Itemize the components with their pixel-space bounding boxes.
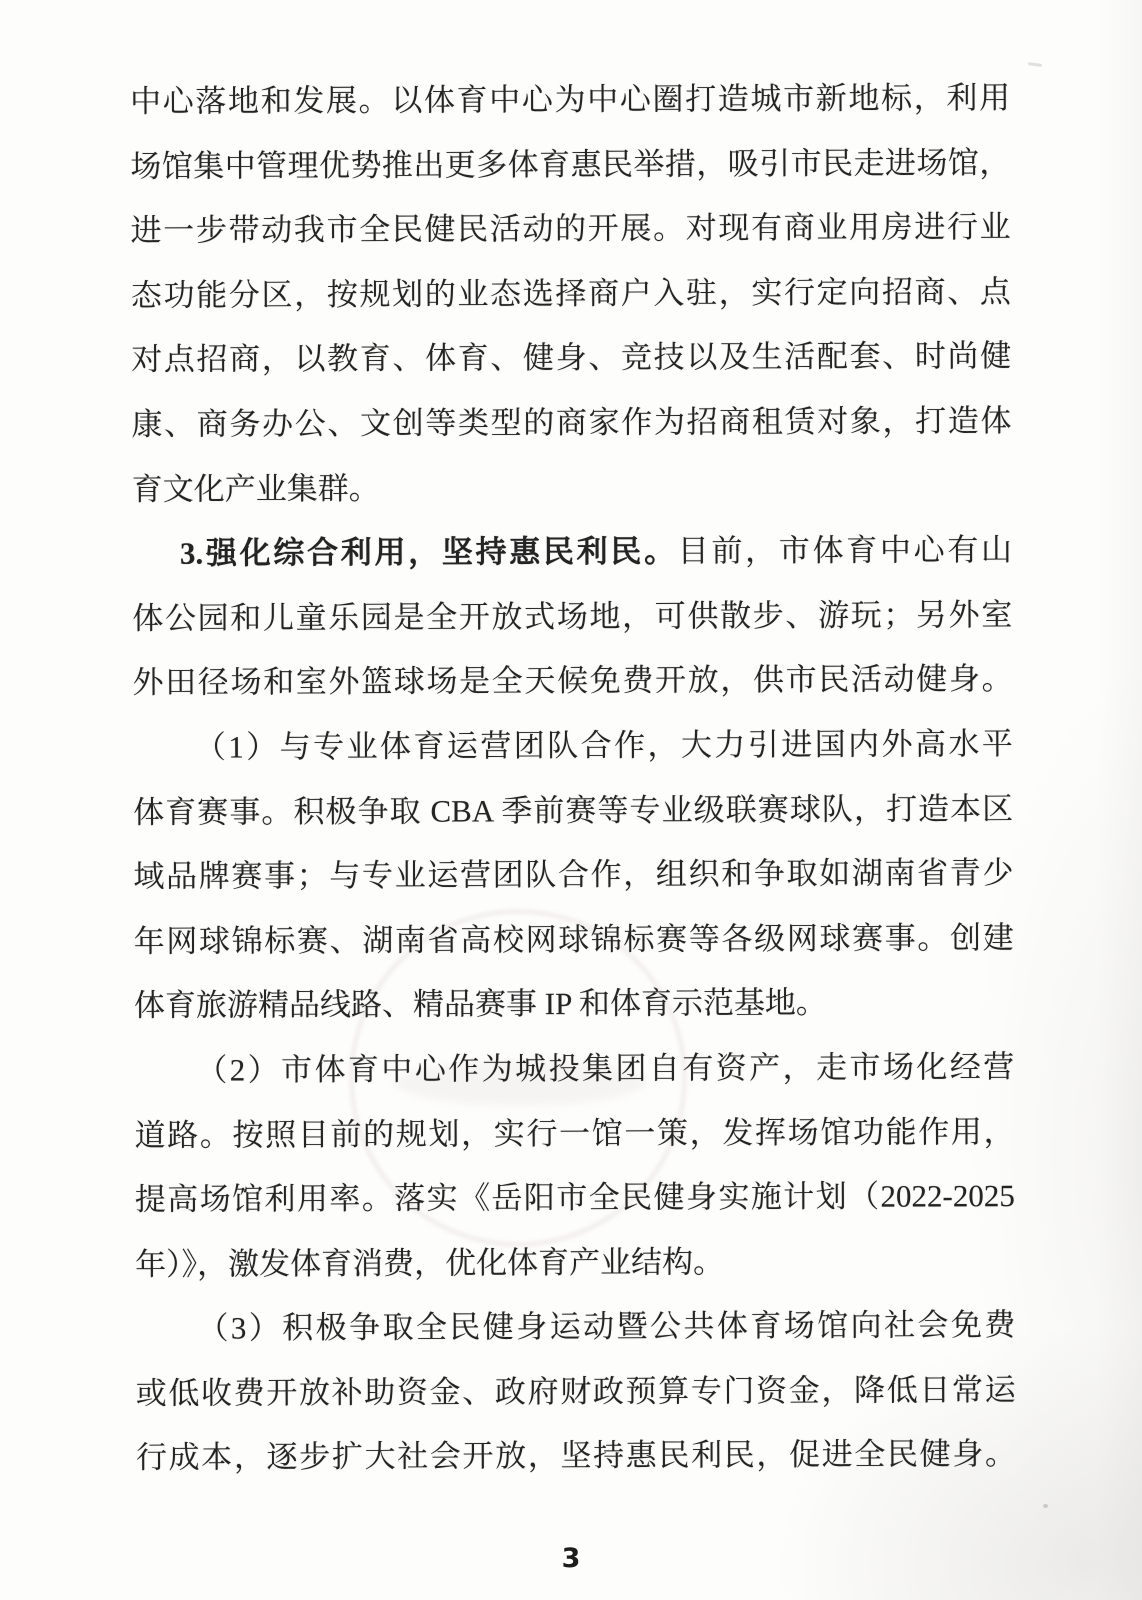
- scan-speck: [1043, 1504, 1048, 1508]
- body-line: 场馆集中管理优势推出更多体育惠民举措，吸引市民走进场馆，: [130, 144, 1011, 184]
- body-line: 行成本，逐步扩大社会开放，坚持惠民利民，促进全民健身。: [135, 1436, 1017, 1476]
- body-line: 域品牌赛事；与专业运营团队合作，组织和争取如湖南省青少: [133, 855, 1014, 895]
- page-number: 3: [561, 1543, 581, 1574]
- subitem-3-first-line: （3）积极争取全民健身运动暨公共体育场馆向社会免费: [197, 1307, 1016, 1346]
- body-line: 进一步带动我市全民健民活动的开展。对现有商业用房进行业: [130, 209, 1011, 249]
- body-line: 中心落地和发展。以体育中心为中心圈打造城市新地标，利用: [129, 80, 1011, 119]
- body-line: 提高场馆利用率。落实《岳阳市全民健身实施计划（2022-2025: [134, 1178, 1015, 1218]
- body-line: 康、商务办公、文创等类型的商家作为招商租赁对象，打造体: [131, 403, 1012, 442]
- body-line: 对点招商，以教育、体育、健身、竞技以及生活配套、时尚健: [131, 338, 1012, 378]
- body-line: 或低收费开放补助资金、政府财政预算专门资金，降低日常运: [135, 1371, 1016, 1411]
- body-line: 态功能分区，按规划的业态选择商户入驻，实行定向招商、点: [130, 273, 1011, 313]
- document-text-block: [130, 66, 1016, 1491]
- body-line: 体公园和儿童乐园是全开放式场地，可供散步、游玩；另外室: [132, 596, 1013, 636]
- section-heading-line: [132, 518, 1012, 586]
- paragraph-end-line: 育文化产业集群。: [131, 470, 380, 507]
- section-heading-continuation: 目前，市体育中心有山: [677, 532, 1013, 569]
- body-line: 年网球锦标赛、湖南省高校网球锦标赛等各级网球赛事。创建: [133, 919, 1014, 959]
- paragraph-end-line: 体育旅游精品线路、精品赛事 IP 和体育示范基地。: [133, 985, 827, 1024]
- body-line: 体育赛事。积极争取 CBA 季前赛等专业级联赛球队，打造本区: [133, 790, 1014, 830]
- body-line: 道路。按照目前的规划，实行一馆一策，发挥场馆功能作用，: [134, 1113, 1015, 1153]
- body-line: 外田径场和室外篮球场是全天候免费开放，供市民活动健身。: [132, 661, 1013, 701]
- section-heading: 3.强化综合利用，坚持惠民利民。: [179, 533, 678, 571]
- scan-speck: [1028, 62, 1042, 67]
- subitem-2-first-line: （2）市体育中心作为城投集团自有资产，走市场化经营: [196, 1048, 1015, 1088]
- paragraph-end-line: 年）》，激发体育消费，优化体育产业结构。: [135, 1244, 725, 1282]
- subitem-1-first-line: （1）与专业体育运营团队合作，大力引进国内外高水平: [194, 726, 1013, 765]
